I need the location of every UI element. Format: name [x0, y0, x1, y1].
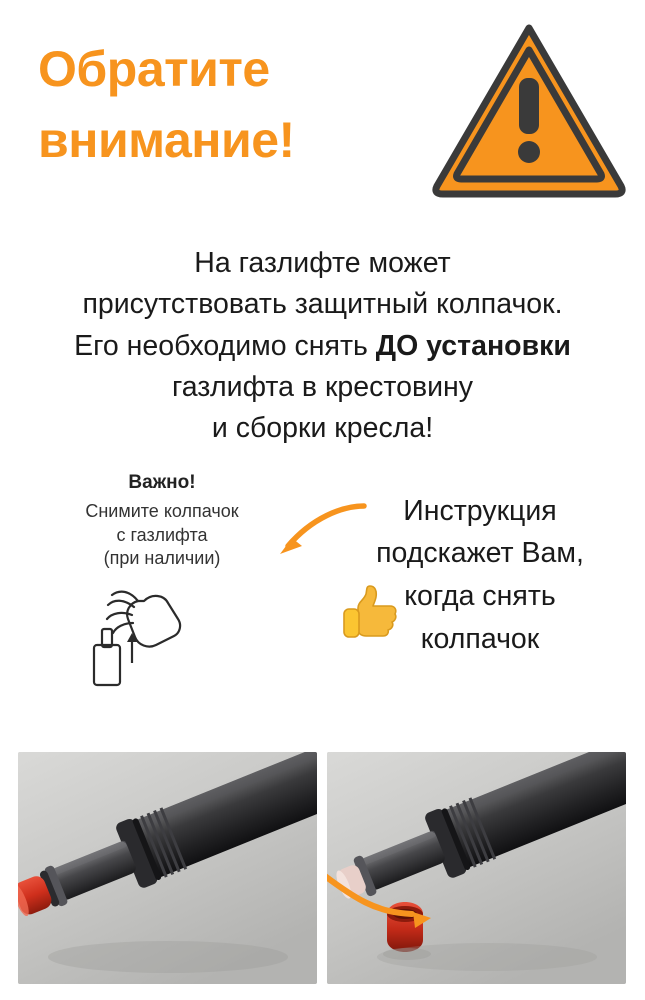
thumbs-up-icon	[338, 580, 402, 644]
headline-line-2: внимание!	[38, 112, 295, 168]
gas-lift-without-cap-photo	[327, 752, 626, 984]
important-note-block	[52, 472, 272, 694]
hand-removing-cap-icon	[52, 583, 272, 693]
instruction-line-1: Инструкция	[403, 494, 557, 527]
note-body-line-1: Снимите колпачок	[85, 500, 239, 521]
paragraph-line-3-text: Его необходимо снять	[74, 329, 376, 362]
paragraph-line-3	[16, 326, 629, 367]
warning-triangle-exclamation-icon	[431, 22, 627, 198]
note-title: Важно!	[128, 471, 196, 493]
paragraph-line-5: и сборки кресла!	[211, 412, 434, 445]
page-title	[38, 34, 438, 176]
instruction-line-2: подскажет Вам,	[376, 537, 584, 570]
headline-line-1: Обратите	[38, 41, 270, 97]
gas-lift-with-red-cap-photo	[18, 752, 317, 984]
paragraph-line-3-emphasis: ДО установки	[375, 329, 571, 362]
photo-comparison-row	[18, 752, 627, 984]
paragraph-line-2: присутствовать защитный колпачок.	[82, 288, 563, 321]
instruction-line-4: колпачок	[420, 622, 540, 655]
paragraph-line-4: газлифта в крестовину	[171, 370, 474, 403]
main-paragraph	[0, 243, 645, 450]
middle-section	[0, 472, 645, 727]
note-body-line-2: с газлифта	[116, 524, 208, 545]
note-body-line-3: (при наличии)	[103, 548, 221, 569]
header-section	[0, 0, 645, 215]
instruction-line-3: когда снять	[404, 580, 556, 613]
paragraph-line-1: На газлифте может	[194, 247, 451, 279]
